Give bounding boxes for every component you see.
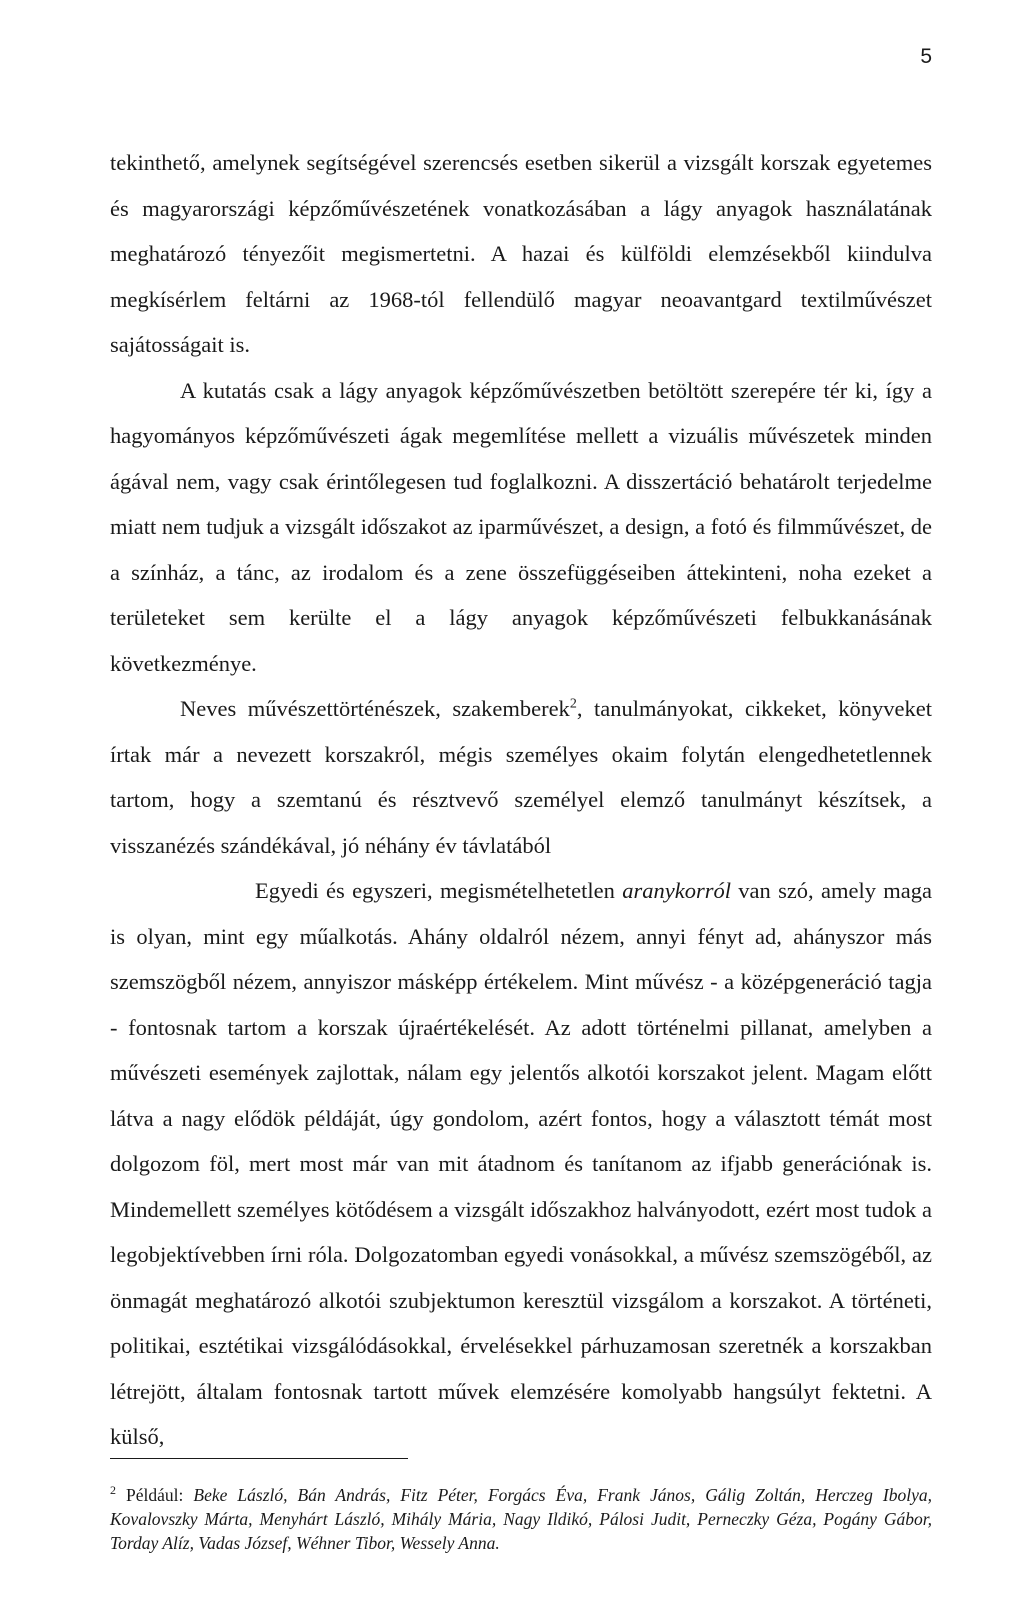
footnote-reference[interactable]: 2	[569, 696, 577, 712]
paragraph-2: A kutatás csak a lágy anyagok képzőművészetben betöltött szerepére tér ki, így a hagyományos képzőművészeti ágak megemlítése mellett a vizuális művészetek minden ágával nem, vagy csak érintőlegesen tud foglalkozni. A disszertáció behatárolt terjedelme miatt nem tudjuk a vizsgált időszakot az iparművészet, a design, a fotó és filmművészet, de a színház, a tánc, az irodalom és a zene összefüggéseiben áttekinteni, noha ezeket a területeket sem kerülte el a lágy anyagok képzőművészeti felbukkanásának következménye.	[110, 377, 932, 676]
paragraph-1: tekinthető, amelynek segítségével szerencsés esetben sikerül a vizsgált korszak egyetemes és magyarországi képzőművészetének vonatkozásában a lágy anyagok használatának meghatározó tényezőit megismertetni. A hazai és külföldi elemzésekből kiindulva megkísérlem feltárni az 1968-tól fellendülő magyar neoavantgard textilművészet sajátosságait is.	[110, 150, 932, 357]
footnote-text	[110, 1478, 932, 1555]
footnote	[110, 1478, 932, 1555]
footnote-separator	[110, 1458, 408, 1459]
paragraph-4-emphasis: aranykorról	[622, 878, 731, 903]
footnote-names: Beke László, Bán András, Fitz Péter, Forgács Éva, Frank János, Gálig Zoltán, Herczeg Ibolya, Kovalovszky Márta, Menyhárt László, Mihály Mária, Nagy Ildikó, Pálosi Judit, Perneczky Géza, Pogány Gábor, Torday Alíz, Vadas József, Wéhner Tibor, Wessely Anna.	[110, 1484, 932, 1553]
footnote-lead: Például:	[116, 1484, 194, 1505]
page-number: 5	[920, 45, 932, 68]
footnote-marker: 2	[110, 1483, 116, 1497]
paragraph-4	[110, 868, 932, 1460]
body-text	[110, 140, 932, 1460]
paragraph-3-text-start: Neves művészettörténészek, szakemberek	[180, 696, 570, 721]
paragraph-4-text-end: van szó, amely maga is olyan, mint egy műalkotás. Ahány oldalról nézem, annyi fényt ad, ahányszor más szemszögből nézem, annyiszor másképp értékelem. Mint művész - a középgeneráció tagja - fontosnak tartom a korszak újraértékelését. Az adott történelmi pillanat, amelyben a művészeti események zajlottak, nálam egy jelentős alkotói korszakot jelent. Magam előtt látva a nagy elődök példáját, úgy gondolom, azért fontos, hogy a választott témát most dolgozom föl, mert most már van mit átadnom és tanítanom az ifjabb generációnak is. Mindemellett személyes kötődésem a vizsgált időszakhoz halványodott, ezért most tudok a legobjektívebben írni róla. Dolgozatomban egyedi vonásokkal, a művész szemszögéből, az önmagát meghatározó alkotói szubjektumon keresztül vizsgálom a korszakot. A történeti, politikai, esztétikai vizsgálódásokkal, érvelésekkel párhuzamosan szeretnék a korszakban létrejött, általam fontosnak tartott művek elemzésére komolyabb hangsúlyt fektetni. A külső,	[110, 878, 932, 1449]
paragraph-4-text-start: Egyedi és egyszeri, megismételhetetlen	[255, 878, 623, 903]
paragraph-3-text-end: , tanulmányokat, cikkeket, könyveket írtak már a nevezett korszakról, mégis személyes okaim folytán elengedhetetlennek tartom, hogy a szemtanú és résztvevő személyel elemző tanulmányt készítsek, a visszanézés szándékával, jó néhány év távlatából	[110, 696, 932, 858]
paragraph-3	[110, 686, 932, 868]
